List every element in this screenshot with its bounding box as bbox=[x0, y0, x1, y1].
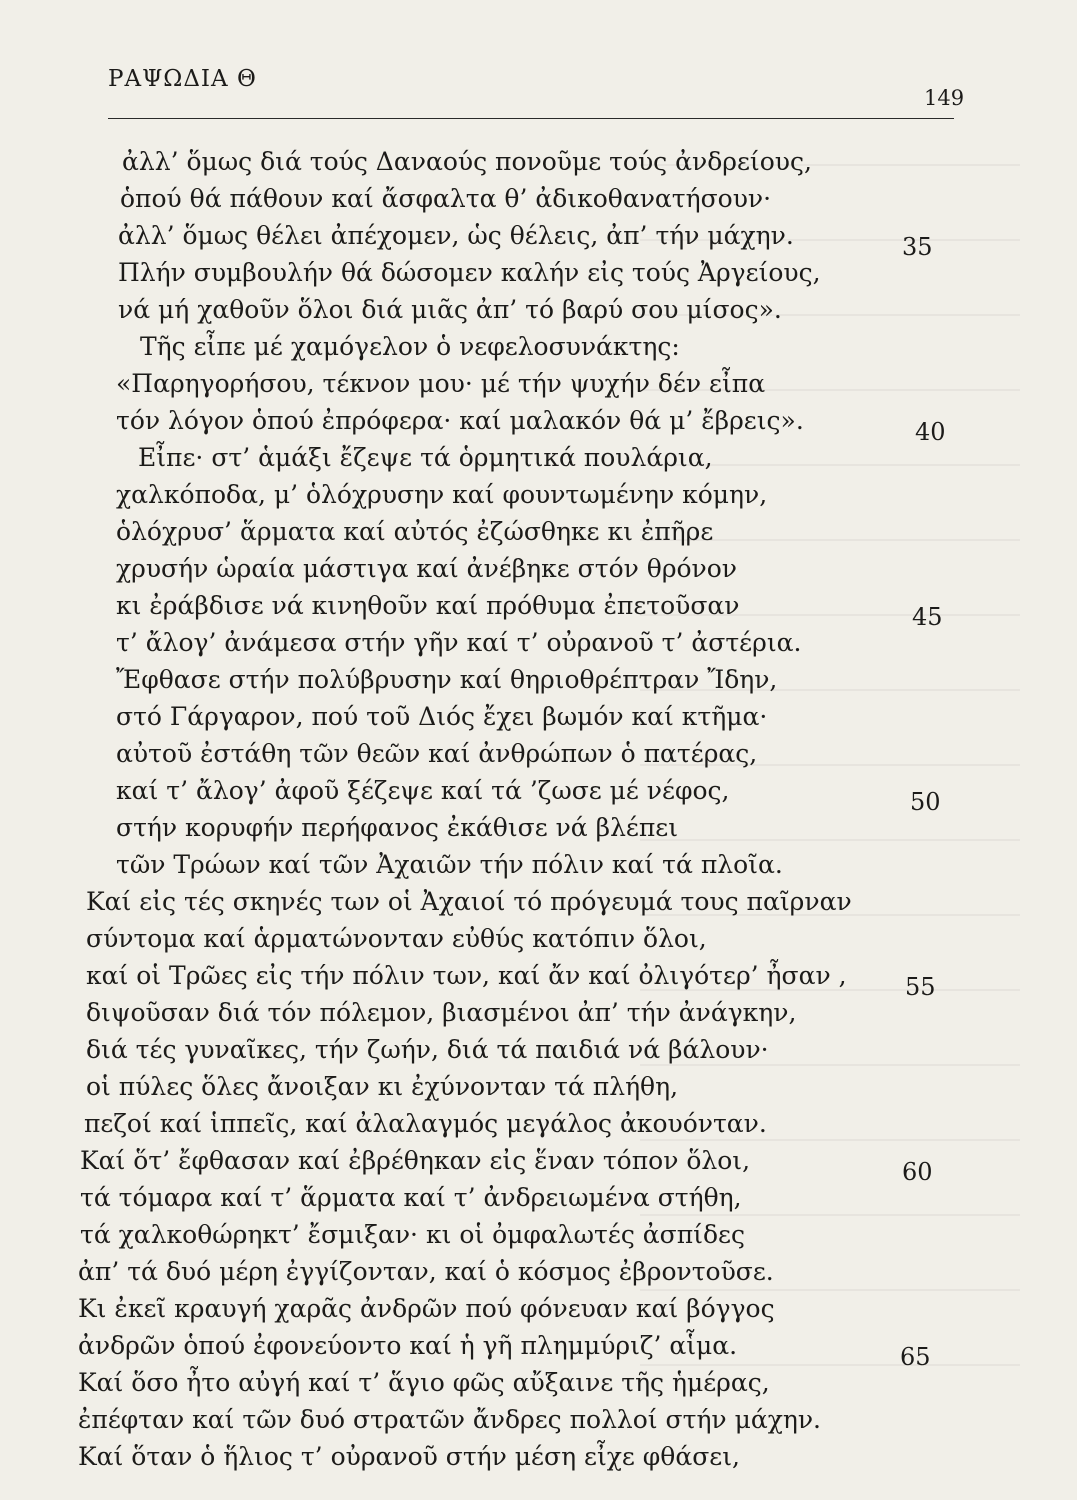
verse-text: τά χαλκοθώρηκτ’ ἔσμιξαν· κι οἱ ὀμφαλωτές ἀσπίδες bbox=[80, 1220, 745, 1249]
verse-text: Καί ὅσο ἦτο αὐγή καί τ’ ἅγιο φῶς αὔξαινε τῆς ἡμέρας, bbox=[78, 1368, 770, 1397]
verse-text: χαλκόποδα, μ’ ὁλόχρυσην καί φουντωμένην κόμην, bbox=[116, 480, 768, 509]
verse-line bbox=[0, 476, 1000, 513]
verse-line bbox=[0, 180, 1000, 217]
verse-text: στήν κορυφήν περήφανος ἐκάθισε νά βλέπει bbox=[116, 813, 679, 842]
verse-line bbox=[0, 254, 1000, 291]
verse-line bbox=[0, 217, 1000, 261]
verse-text: τόν λόγον ὁπού ἐπρόφερα· καί μαλακόν θά μ’ ἔβρεις». bbox=[116, 406, 804, 435]
header-rule bbox=[108, 118, 954, 119]
verse-text: ἀπ’ τά δυό μέρη ἐγγίζονταν, καί ὁ κόσμος ἐβροντοῦσε. bbox=[78, 1257, 774, 1286]
verse-text: καί τ’ ἄλογ’ ἀφοῦ ξέζεψε καί τά ’ζωσε μέ νέφος, bbox=[116, 776, 730, 805]
verse-text: διψοῦσαν διά τόν πόλεμον, βιασμένοι ἀπ’ τήν ἀνάγκην, bbox=[86, 998, 797, 1027]
verse-text: Κι ἐκεῖ κραυγή χαρᾶς ἀνδρῶν πού φόνευαν καί βόγγος bbox=[78, 1294, 775, 1323]
verse-line bbox=[0, 291, 1000, 328]
line-number: 40 bbox=[915, 418, 946, 446]
verse-text: κι ἐράβδισε νά κινηθοῦν καί πρόθυμα ἐπετοῦσαν bbox=[116, 591, 740, 620]
verse-text: ὁπού θά πάθουν καί ἄσφαλτα θ’ ἀδικοθανατήσουν· bbox=[120, 184, 772, 213]
verse-line bbox=[0, 1068, 1000, 1105]
verse-text: Εἶπε· στ’ ἁμάξι ἔζεψε τά ὁρμητικά πουλάρια, bbox=[138, 443, 713, 472]
line-number: 45 bbox=[912, 603, 943, 631]
page-number: 149 bbox=[924, 86, 965, 110]
verse-line bbox=[0, 1327, 1000, 1371]
verse-line bbox=[0, 1142, 1000, 1186]
verse-text: Τῆς εἶπε μέ χαμόγελον ὁ νεφελοσυνάκτης: bbox=[140, 332, 680, 361]
verse-line bbox=[0, 1253, 1000, 1290]
verse-text: τ’ ἄλογ’ ἀνάμεσα στήν γῆν καί τ’ οὐρανοῦ τ’ ἀστέρια. bbox=[116, 628, 802, 657]
verse-text: νά μή χαθοῦν ὅλοι διά μιᾶς ἀπ’ τό βαρύ σου μίσος». bbox=[118, 295, 782, 324]
verse-line bbox=[0, 1290, 1000, 1327]
verse-text: Καί ὅταν ὁ ἥλιος τ’ οὐρανοῦ στήν μέση εἶχε φθάσει, bbox=[78, 1442, 740, 1471]
verse-line bbox=[0, 1364, 1000, 1401]
line-number: 65 bbox=[900, 1343, 931, 1371]
running-title: ΡΑΨΩΔΙΑ Θ bbox=[108, 66, 257, 92]
verse-line bbox=[0, 1401, 1000, 1438]
verse-text: ἀλλ’ ὅμως διά τούς Δαναούς πονοῦμε τούς ἀνδρείους, bbox=[122, 147, 812, 176]
verse-line bbox=[0, 143, 1000, 180]
verse-text: ἀνδρῶν ὁπού ἐφονεύοντο καί ἡ γῆ πλημμύριζ’ αἷμα. bbox=[78, 1331, 738, 1360]
verse-line bbox=[0, 1216, 1000, 1253]
verse-line bbox=[0, 772, 1000, 816]
verse-text: ἐπέφταν καί τῶν δυό στρατῶν ἄνδρες πολλοί στήν μάχην. bbox=[78, 1405, 821, 1434]
verse-line bbox=[0, 735, 1000, 772]
verse-text: στό Γάργαρον, πού τοῦ Διός ἔχει βωμόν καί κτῆμα· bbox=[116, 702, 768, 731]
line-number: 35 bbox=[902, 233, 933, 261]
verse-line bbox=[0, 550, 1000, 587]
verse-text: τά τόμαρα καί τ’ ἅρματα καί τ’ ἀνδρειωμένα στήθη, bbox=[80, 1183, 742, 1212]
verse-text: καί οἱ Τρῶες εἰς τήν πόλιν των, καί ἄν καί ὀλιγότερ’ ἦσαν , bbox=[86, 961, 847, 990]
verse-line bbox=[0, 957, 1000, 1001]
verse-line bbox=[0, 883, 1000, 920]
verse-line bbox=[0, 661, 1000, 698]
verse-line bbox=[0, 402, 1000, 446]
verse-line bbox=[0, 920, 1000, 957]
verse-line bbox=[0, 1179, 1000, 1216]
verse-text: ὁλόχρυσ’ ἅρματα καί αὐτός ἐζώσθηκε κι ἐπῆρε bbox=[116, 517, 714, 546]
verse-line bbox=[0, 439, 1000, 476]
line-number: 60 bbox=[902, 1158, 933, 1186]
verse-text: πεζοί καί ἱππεῖς, καί ἀλαλαγμός μεγάλος ἀκουόνταν. bbox=[84, 1109, 767, 1138]
verse-line bbox=[0, 1438, 1000, 1475]
line-number: 55 bbox=[905, 973, 936, 1001]
verse-text: αὐτοῦ ἐστάθη τῶν θεῶν καί ἀνθρώπων ὁ πατέρας, bbox=[116, 739, 758, 768]
verse-text: Καί ὅτ’ ἔφθασαν καί ἐβρέθηκαν εἰς ἕναν τόπον ὅλοι, bbox=[80, 1146, 751, 1175]
verse-line bbox=[0, 513, 1000, 550]
verse-text: σύντομα καί ἁρματώνονταν εὐθύς κατόπιν ὅλοι, bbox=[86, 924, 707, 953]
verse-text: «Παρηγορήσου, τέκνον μου· μέ τήν ψυχήν δέν εἶπα bbox=[116, 369, 766, 398]
line-number: 50 bbox=[910, 788, 941, 816]
verse-line bbox=[0, 1031, 1000, 1068]
verse-text: οἱ πύλες ὅλες ἄνοιξαν κι ἐχύνονταν τά πλήθη, bbox=[86, 1072, 679, 1101]
verse-text: τῶν Τρώων καί τῶν Ἀχαιῶν τήν πόλιν καί τά πλοῖα. bbox=[116, 850, 783, 879]
verse-line bbox=[0, 365, 1000, 402]
verse-text: Καί εἰς τές σκηνές των οἱ Ἀχαιοί τό πρόγευμά τους παῖρναν bbox=[86, 887, 852, 916]
verse-text: ἀλλ’ ὅμως θέλει ἀπέχομεν, ὡς θέλεις, ἀπ’ τήν μάχην. bbox=[118, 221, 794, 250]
verse-line bbox=[0, 698, 1000, 735]
verse-line bbox=[0, 994, 1000, 1031]
verse-text: Πλήν συμβουλήν θά δώσομεν καλήν εἰς τούς Ἀργείους, bbox=[118, 258, 821, 287]
verse-text: Ἔφθασε στήν πολύβρυσην καί θηριοθρέπτραν Ἴδην, bbox=[116, 665, 778, 694]
verse-text: χρυσήν ὡραία μάστιγα καί ἀνέβηκε στόν θρόνον bbox=[116, 554, 738, 583]
verse-line bbox=[0, 846, 1000, 883]
verse-line bbox=[0, 328, 1000, 365]
verse-text: διά τές γυναῖκες, τήν ζωήν, διά τά παιδιά νά βάλουν· bbox=[86, 1035, 769, 1064]
verse-line bbox=[0, 624, 1000, 661]
verse-line bbox=[0, 1105, 1000, 1142]
verse-line bbox=[0, 587, 1000, 631]
verse-line bbox=[0, 809, 1000, 846]
